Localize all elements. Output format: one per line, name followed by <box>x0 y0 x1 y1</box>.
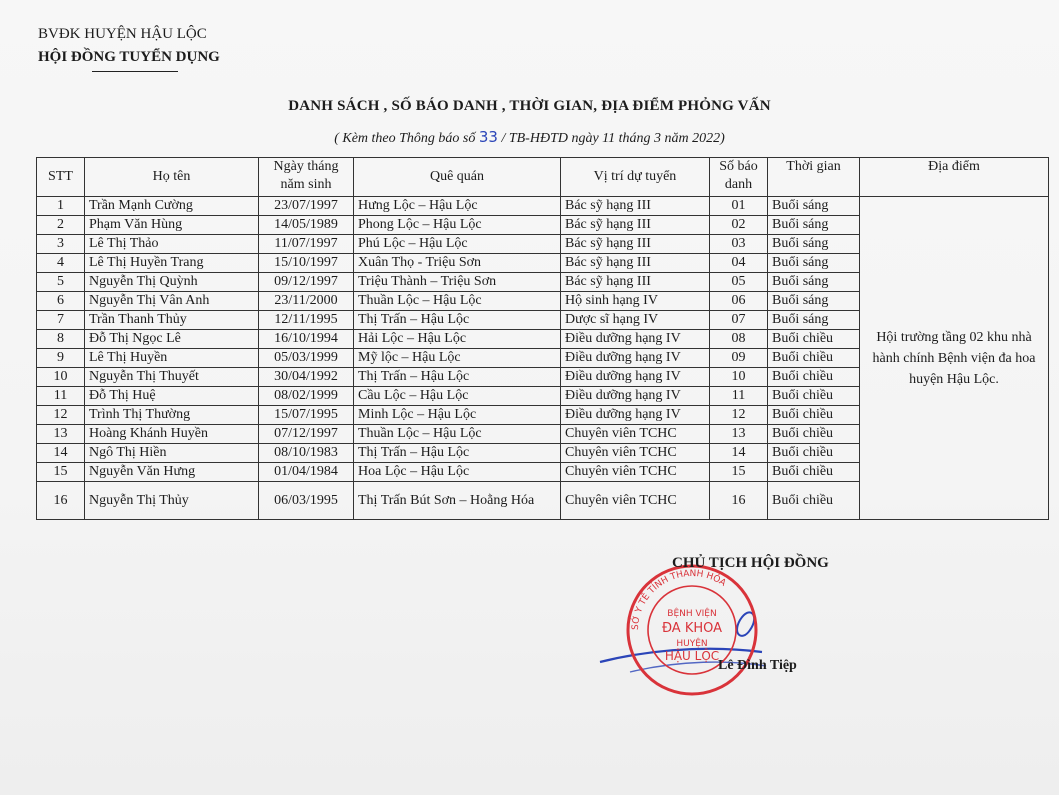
cell-dob: 05/03/1999 <box>259 349 354 368</box>
table-row <box>37 197 1049 216</box>
cell-position: Điều dưỡng hạng IV <box>561 330 710 349</box>
cell-position: Bác sỹ hạng III <box>561 254 710 273</box>
cell-name: Trình Thị Thường <box>85 406 259 425</box>
cell-name: Nguyễn Văn Hưng <box>85 463 259 482</box>
cell-hometown: Thuần Lộc – Hậu Lộc <box>354 425 561 444</box>
seal-line-1: BỆNH VIỆN <box>667 609 717 619</box>
table-header-row <box>37 158 1049 197</box>
cell-dob: 30/04/1992 <box>259 368 354 387</box>
col-header-time: Thời gian <box>768 158 860 197</box>
cell-sbd: 10 <box>710 368 768 387</box>
col-header-sbd: Số báo danh <box>710 158 768 197</box>
cell-position: Điều dưỡng hạng IV <box>561 349 710 368</box>
col-header-dob: Ngày tháng năm sinh <box>259 158 354 197</box>
col-header-location: Địa điểm <box>860 158 1049 197</box>
cell-dob: 08/02/1999 <box>259 387 354 406</box>
cell-name: Nguyễn Thị Quỳnh <box>85 273 259 292</box>
cell-stt: 6 <box>37 292 85 311</box>
cell-sbd: 12 <box>710 406 768 425</box>
cell-sbd: 04 <box>710 254 768 273</box>
cell-time: Buổi sáng <box>768 197 860 216</box>
cell-hometown: Thuần Lộc – Hậu Lộc <box>354 292 561 311</box>
cell-dob: 08/10/1983 <box>259 444 354 463</box>
cell-dob: 07/12/1997 <box>259 425 354 444</box>
cell-sbd: 13 <box>710 425 768 444</box>
cell-name: Ngô Thị Hiền <box>85 444 259 463</box>
cell-time: Buổi chiều <box>768 330 860 349</box>
cell-dob: 14/05/1989 <box>259 216 354 235</box>
cell-sbd: 08 <box>710 330 768 349</box>
cell-name: Lê Thị Huyền <box>85 349 259 368</box>
cell-position: Hộ sinh hạng IV <box>561 292 710 311</box>
cell-hometown: Thị Trấn Bút Sơn – Hoằng Hóa <box>354 482 561 520</box>
cell-name: Lê Thị Thảo <box>85 235 259 254</box>
cell-time: Buổi chiều <box>768 349 860 368</box>
cell-sbd: 01 <box>710 197 768 216</box>
cell-time: Buổi chiều <box>768 368 860 387</box>
subtitle-suffix: / TB-HĐTD ngày 11 tháng 3 năm 2022) <box>501 131 725 146</box>
cell-time: Buổi sáng <box>768 292 860 311</box>
seal-line-3: HUYỆN <box>676 639 708 649</box>
cell-hometown: Hưng Lộc – Hậu Lộc <box>354 197 561 216</box>
subtitle-number: 33 <box>478 128 498 146</box>
cell-dob: 11/07/1997 <box>259 235 354 254</box>
document-title: DANH SÁCH , SỐ BÁO DANH , THỜI GIAN, ĐỊA ĐIỂM PHỎNG VẤN <box>288 98 771 114</box>
col-header-name: Họ tên <box>85 158 259 197</box>
cell-stt: 5 <box>37 273 85 292</box>
table-body <box>37 197 1049 520</box>
cell-time: Buổi chiều <box>768 406 860 425</box>
cell-name: Hoàng Khánh Huyền <box>85 425 259 444</box>
cell-hometown: Hải Lộc – Hậu Lộc <box>354 330 561 349</box>
cell-stt: 11 <box>37 387 85 406</box>
cell-hometown: Phong Lộc – Hậu Lộc <box>354 216 561 235</box>
cell-dob: 16/10/1994 <box>259 330 354 349</box>
cell-name: Nguyễn Thị Thủy <box>85 482 259 520</box>
cell-name: Phạm Văn Hùng <box>85 216 259 235</box>
cell-hometown: Triệu Thành – Triệu Sơn <box>354 273 561 292</box>
cell-time: Buổi chiều <box>768 444 860 463</box>
cell-time: Buổi chiều <box>768 425 860 444</box>
cell-position: Bác sỹ hạng III <box>561 216 710 235</box>
cell-time: Buổi sáng <box>768 254 860 273</box>
signatory-title: CHỦ TỊCH HỘI ĐỒNG <box>672 555 829 571</box>
org-underline <box>92 71 178 72</box>
cell-sbd: 11 <box>710 387 768 406</box>
cell-position: Chuyên viên TCHC <box>561 444 710 463</box>
cell-position: Điều dưỡng hạng IV <box>561 406 710 425</box>
cell-position: Dược sĩ hạng IV <box>561 311 710 330</box>
cell-name: Nguyễn Thị Thuyết <box>85 368 259 387</box>
org-line-2: HỘI ĐỒNG TUYỂN DỤNG <box>38 49 220 65</box>
cell-dob: 09/12/1997 <box>259 273 354 292</box>
cell-name: Lê Thị Huyền Trang <box>85 254 259 273</box>
cell-hometown: Thị Trấn – Hậu Lộc <box>354 368 561 387</box>
cell-hometown: Thị Trấn – Hậu Lộc <box>354 444 561 463</box>
org-line-1: BVĐK HUYỆN HẬU LỘC <box>38 26 207 42</box>
document-subtitle <box>0 128 1059 147</box>
cell-position: Bác sỹ hạng III <box>561 197 710 216</box>
seal-line-2: ĐA KHOA <box>661 621 723 636</box>
signatory-name: Lê Đình Tiệp <box>718 658 797 673</box>
cell-position: Điều dưỡng hạng IV <box>561 368 710 387</box>
cell-sbd: 14 <box>710 444 768 463</box>
subtitle-prefix: ( Kèm theo Thông báo số <box>334 131 476 146</box>
col-header-hometown: Quê quán <box>354 158 561 197</box>
cell-dob: 15/10/1997 <box>259 254 354 273</box>
cell-name: Đỗ Thị Ngọc Lê <box>85 330 259 349</box>
cell-sbd: 02 <box>710 216 768 235</box>
cell-location: Hội trường tầng 02 khu nhà hành chính Bệnh viện đa hoa huyện Hậu Lộc. <box>860 197 1049 520</box>
cell-name: Trần Mạnh Cường <box>85 197 259 216</box>
cell-stt: 12 <box>37 406 85 425</box>
seal-ring-text: SỞ Y TẾ TỈNH THANH HÓA <box>630 568 728 631</box>
cell-hometown: Hoa Lộc – Hậu Lộc <box>354 463 561 482</box>
cell-stt: 2 <box>37 216 85 235</box>
cell-position: Chuyên viên TCHC <box>561 482 710 520</box>
cell-sbd: 06 <box>710 292 768 311</box>
cell-position: Chuyên viên TCHC <box>561 463 710 482</box>
cell-position: Bác sỹ hạng III <box>561 273 710 292</box>
cell-time: Buổi sáng <box>768 311 860 330</box>
cell-stt: 16 <box>37 482 85 520</box>
cell-stt: 3 <box>37 235 85 254</box>
candidate-table <box>36 157 1049 520</box>
cell-dob: 15/07/1995 <box>259 406 354 425</box>
cell-stt: 15 <box>37 463 85 482</box>
cell-dob: 01/04/1984 <box>259 463 354 482</box>
col-header-stt: STT <box>37 158 85 197</box>
cell-sbd: 03 <box>710 235 768 254</box>
cell-time: Buổi sáng <box>768 273 860 292</box>
cell-stt: 8 <box>37 330 85 349</box>
cell-stt: 4 <box>37 254 85 273</box>
cell-time: Buổi chiều <box>768 387 860 406</box>
cell-position: Chuyên viên TCHC <box>561 425 710 444</box>
cell-hometown: Phú Lộc – Hậu Lộc <box>354 235 561 254</box>
cell-stt: 10 <box>37 368 85 387</box>
cell-name: Nguyễn Thị Vân Anh <box>85 292 259 311</box>
cell-dob: 23/07/1997 <box>259 197 354 216</box>
official-seal <box>622 560 762 700</box>
cell-stt: 7 <box>37 311 85 330</box>
cell-hometown: Xuân Thọ - Triệu Sơn <box>354 254 561 273</box>
cell-dob: 06/03/1995 <box>259 482 354 520</box>
cell-time: Buổi chiều <box>768 463 860 482</box>
seal-line-4: HẬU LỘC <box>664 649 720 663</box>
cell-name: Trần Thanh Thủy <box>85 311 259 330</box>
cell-sbd: 16 <box>710 482 768 520</box>
cell-time: Buổi sáng <box>768 235 860 254</box>
cell-hometown: Mỹ lộc – Hậu Lộc <box>354 349 561 368</box>
cell-stt: 13 <box>37 425 85 444</box>
cell-sbd: 09 <box>710 349 768 368</box>
cell-stt: 14 <box>37 444 85 463</box>
cell-stt: 9 <box>37 349 85 368</box>
cell-sbd: 05 <box>710 273 768 292</box>
cell-stt: 1 <box>37 197 85 216</box>
cell-sbd: 07 <box>710 311 768 330</box>
cell-dob: 12/11/1995 <box>259 311 354 330</box>
cell-hometown: Cầu Lộc – Hậu Lộc <box>354 387 561 406</box>
col-header-position: Vị trí dự tuyển <box>561 158 710 197</box>
cell-dob: 23/11/2000 <box>259 292 354 311</box>
cell-position: Điều dưỡng hạng IV <box>561 387 710 406</box>
cell-name: Đỗ Thị Huệ <box>85 387 259 406</box>
cell-hometown: Thị Trấn – Hậu Lộc <box>354 311 561 330</box>
cell-hometown: Minh Lộc – Hậu Lộc <box>354 406 561 425</box>
cell-time: Buổi sáng <box>768 216 860 235</box>
cell-sbd: 15 <box>710 463 768 482</box>
cell-position: Bác sỹ hạng III <box>561 235 710 254</box>
cell-time: Buổi chiều <box>768 482 860 520</box>
